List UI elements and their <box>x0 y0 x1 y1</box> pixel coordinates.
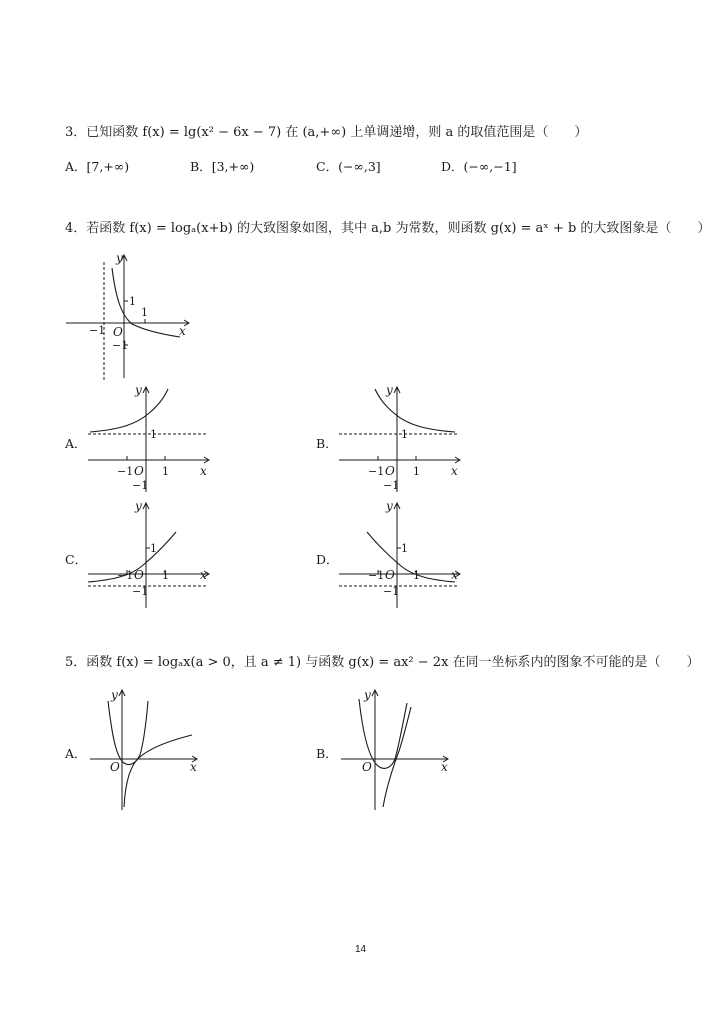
tick-label: 1 <box>413 569 420 582</box>
origin-label: O <box>385 568 395 582</box>
q5-option-a-label: A． <box>65 746 87 761</box>
x-label: x <box>451 568 458 582</box>
y-label: y <box>135 383 142 397</box>
q3-option-d <box>441 158 517 176</box>
option-label: C． <box>316 159 339 174</box>
page-number: 14 <box>355 944 367 955</box>
origin-label: O <box>134 464 144 478</box>
tick-label: −1 <box>368 465 385 478</box>
q4-stem: 4．若函数 f(x) = logₐ(x+b) 的大致图象如图，其中 a,b 为常数，则函数 g(x) = aˣ + b 的大致图象是（ ） <box>65 221 711 236</box>
y-label: y <box>386 499 393 513</box>
q4-option-c-graph <box>84 498 214 610</box>
tick-label: 1 <box>401 428 408 441</box>
q3-option-b <box>190 158 254 176</box>
log-curve <box>383 707 411 807</box>
tick-label: 1 <box>162 569 169 582</box>
option-text: [3,+∞) <box>211 159 255 174</box>
option-label: B． <box>190 159 212 174</box>
option-text: [7,+∞) <box>86 159 130 174</box>
y-label: y <box>364 688 371 702</box>
q3-stem: 3．已知函数 f(x) = lg(x² − 6x − 7) 在 (a,+∞) 上单调递增，则 a 的取值范围是（ ） <box>65 125 588 140</box>
origin-label: O <box>385 464 395 478</box>
q4-option-b-graph <box>335 382 465 494</box>
tick-label: −1 <box>383 585 400 598</box>
q5-option-b-graph <box>335 685 455 815</box>
option-text: (−∞,−1] <box>463 159 517 174</box>
x-label: x <box>441 760 448 774</box>
tick-label: −1 <box>368 569 385 582</box>
q4-option-b-label: B． <box>316 436 338 451</box>
option-text: (−∞,3] <box>338 159 381 174</box>
q4-option-a-graph <box>84 382 214 494</box>
q5-option-b-label: B． <box>316 746 338 761</box>
option-label: D． <box>441 159 464 174</box>
tick-label: −1 <box>132 479 149 492</box>
tick-label: −1 <box>383 479 400 492</box>
y-label: y <box>116 251 123 265</box>
y-label: y <box>386 383 393 397</box>
option-label: A． <box>65 159 87 174</box>
tick-label: 1 <box>162 465 169 478</box>
tick-label: −1 <box>112 339 129 352</box>
q5-option-a-graph <box>84 685 204 815</box>
q4-option-d-graph <box>335 498 465 610</box>
exp-curve <box>90 389 168 432</box>
tick-label: 1 <box>141 306 148 319</box>
x-label: x <box>190 760 197 774</box>
tick-label: 1 <box>150 542 157 555</box>
origin-label: O <box>134 568 144 582</box>
x-label: x <box>200 464 207 478</box>
tick-label: 1 <box>129 295 136 308</box>
q4-option-c-label: C． <box>65 552 88 567</box>
origin-label: O <box>362 760 372 774</box>
tick-label: −1 <box>89 324 106 337</box>
x-label: x <box>451 464 458 478</box>
tick-label: −1 <box>132 585 149 598</box>
tick-label: −1 <box>117 569 134 582</box>
tick-label: 1 <box>150 428 157 441</box>
parabola-curve <box>359 699 407 768</box>
x-label: x <box>200 568 207 582</box>
log-curve <box>124 735 192 807</box>
tick-label: 1 <box>401 542 408 555</box>
y-label: y <box>111 688 118 702</box>
tick-label: −1 <box>117 465 134 478</box>
q3-option-c <box>316 158 381 176</box>
y-label: y <box>135 499 142 513</box>
origin-label: O <box>113 325 123 339</box>
q5-stem: 5．函数 f(x) = logₐx(a > 0，且 a ≠ 1) 与函数 g(x) = ax² − 2x 在同一坐标系内的图象不可能的是（ ） <box>65 655 700 670</box>
origin-label: O <box>110 760 120 774</box>
tick-label: 1 <box>413 465 420 478</box>
q4-reference-graph <box>60 250 200 382</box>
q3-option-a <box>65 158 129 176</box>
q4-option-d-label: D． <box>316 552 339 567</box>
x-label: x <box>179 324 186 338</box>
q4-option-a-label: A． <box>65 436 87 451</box>
